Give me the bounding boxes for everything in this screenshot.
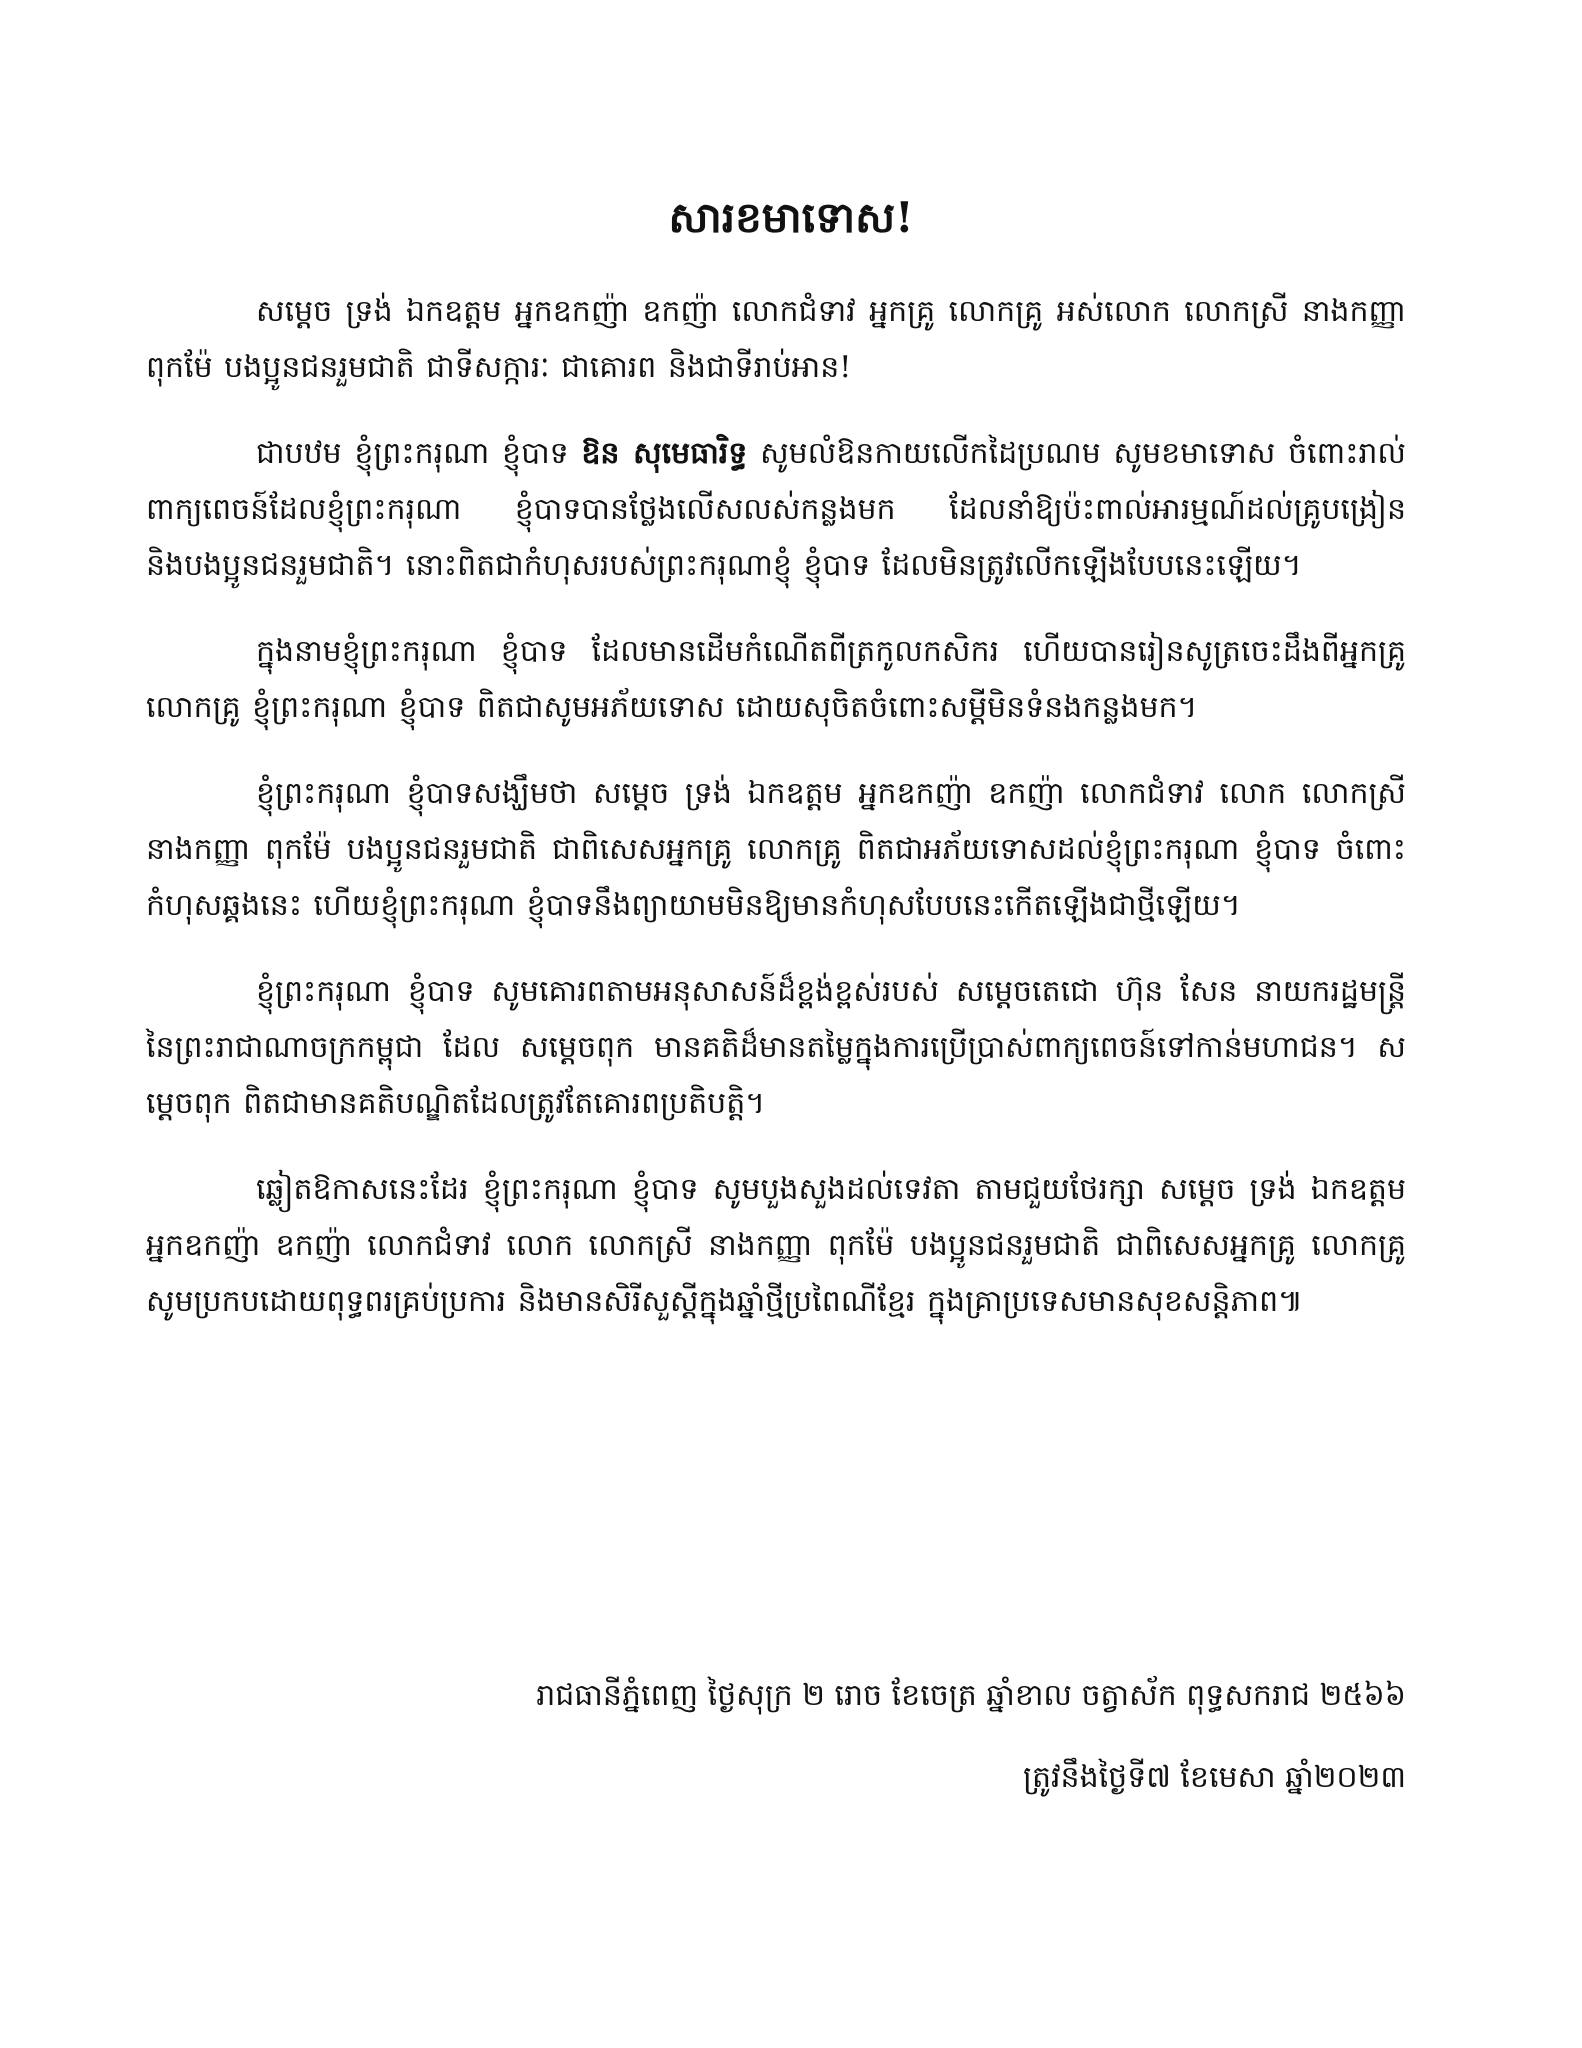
respect-paragraph: ខ្ញុំព្រះករុណា ខ្ញុំបាទ សូមគោរពតាមអនុសាសន៍ដ៏ខ្ពង់ខ្ពស់របស់ សម្តេចតេជោ ហ៊ុន សែន នាយករដ្ឋមន្ត្រី នៃព្រះរាជាណាចក្រកម្ពុជា ដែល សម្តេចពុក មានគតិដ៏មានតម្លៃក្នុងការប្រើប្រាស់ពាក្យពេចន៍ទៅកាន់មហាជន។ សម្តេចពុក ពិតជាមានគតិបណ្ឌិតដែលត្រូវតែគោរពប្រតិបត្តិ។ [146,974,1406,1121]
hope-paragraph: ខ្ញុំព្រះករុណា ខ្ញុំបាទសង្ឃឹមថា សម្តេច ទ្រង់ ឯកឧត្តម អ្នកឧកញ៉ា ឧកញ៉ា លោកជំទាវ លោក លោកស្រី នាងកញ្ញា ពុកម៉ែ បងប្អូនជនរួមជាតិ ជាពិសេសអ្នកគ្រូ លោកគ្រូ ពិតជាអភ័យទោសដល់ខ្ញុំព្រះករុណា ខ្ញុំបាទ ចំពោះកំហុសឆ្គងនេះ ហើយខ្ញុំព្រះករុណា ខ្ញុំបាទនឹងព្យាយាមមិនឱ្យមានកំហុសបែបនេះកើតឡើងជាថ្មីឡើយ។ [146,776,1406,923]
apology-body: សូមលំឱនកាយលើកដៃប្រណម សូមខមាទោស ចំពោះរាល់ពាក្យពេចន៍ដែលខ្ញុំព្រះករុណា ខ្ញុំបាទបានថ្លែងលើសលស់កន្លងមក ដែលនាំឱ្យប៉ះពាល់អារម្មណ៍ដល់គ្រូបង្រៀន និងបងប្អូនជនរួមជាតិ។ នោះពិតជាកំហុសរបស់ព្រះករុណាខ្ញុំ ខ្ញុំបាទ ដែលមិនត្រូវលើកឡើងបែបនេះឡើយ។ [146,436,1406,583]
place-date-line: រាជធានីភ្នំពេញ ថ្ងៃសុក្រ ២ រោច ខែចេត្រ ឆ្នាំខាល ចត្វាស័ក ពុទ្ធសករាជ ២៥៦៦ [536,1678,1406,1713]
apology-paragraph [146,426,1406,594]
salutation-paragraph: សម្តេច ទ្រង់ ឯកឧត្តម អ្នកឧកញ៉ា ឧកញ៉ា លោកជំទាវ អ្នកគ្រូ លោកគ្រូ អស់លោក លោកស្រី នាងកញ្ញា ពុកម៉ែ បងប្អូនជនរួមជាតិ ជាទីសក្ការៈ ជាគោរព និងជាទីរាប់អាន! [146,294,1406,385]
letter-footer [536,1668,1406,1832]
gregorian-date-line: ត្រូវនឹងថ្ងៃទី៧ ខែមេសា ឆ្នាំ២០២៣ [1023,1760,1406,1795]
letter-body [146,284,1406,1360]
apology-intro: ជាបឋម ខ្ញុំព្រះករុណា ខ្ញុំបាទ [256,436,582,471]
author-name: ឱន សុមេធារិទ្ធ [581,436,748,471]
wishes-paragraph: ឆ្លៀតឱកាសនេះដែរ ខ្ញុំព្រះករុណា ខ្ញុំបាទ សូមបួងសួងដល់ទេវតា តាមជួយថែរក្សា សម្តេច ទ្រង់ ឯកឧត្តម អ្នកឧកញ៉ា ឧកញ៉ា លោកជំទាវ លោក លោកស្រី នាងកញ្ញា ពុកម៉ែ បងប្អូនជនរួមជាតិ ជាពិសេសអ្នកគ្រូ លោកគ្រូ សូមប្រកបដោយពុទ្ធពរគ្រប់ប្រការ និងមានសិរីសួស្តីក្នុងឆ្នាំថ្មីប្រពៃណីខ្មែរ ក្នុងគ្រាប្រទេសមានសុខសន្តិភាព៕ [146,1172,1406,1319]
background-paragraph: ក្នុងនាមខ្ញុំព្រះករុណា ខ្ញុំបាទ ដែលមានដើមកំណើតពីត្រកូលកសិករ ហើយបានរៀនសូត្រចេះដឹងពីអ្នកគ្រូ លោកគ្រូ ខ្ញុំព្រះករុណា ខ្ញុំបាទ ពិតជាសូមអភ័យទោស ដោយសុចិតចំពោះសម្តីមិនទំនងកន្លងមក។ [146,634,1406,725]
letter-title: សារខមាទោស! [668,193,914,242]
